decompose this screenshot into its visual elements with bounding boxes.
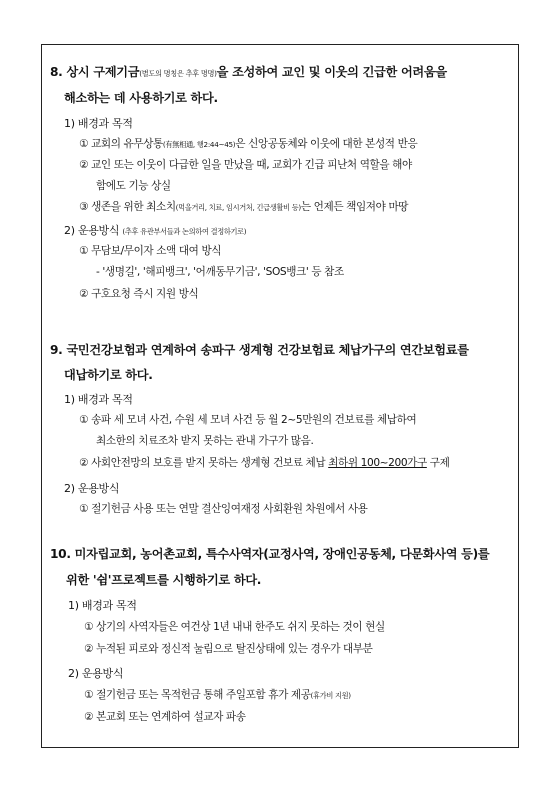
section-10-heading: 10. 미자립교회, 농어촌교회, 특수사역자(교정사역, 장애인공동체, 다문화사역 등)를 (50, 547, 490, 561)
section-8-op-item-1-sub: - '생명길', '해피뱅크', '어깨동무기금', 'SOS뱅크' 등 참조 (96, 266, 344, 278)
section-9-op-item-1: ① 절기헌금 사용 또는 연말 결산잉여재정 사회환원 차원에서 사용 (79, 503, 368, 515)
section-8-op-item-2: ② 구호요청 즉시 지원 방식 (79, 288, 199, 300)
section-10-bg-item-2: ② 누적된 피로와 정신적 눌림으로 탈진상태에 있는 경우가 대부분 (84, 643, 373, 655)
section-8-bg-item-1: ① 교회의 유무상통(有無相通, 행2:44~45)은 신앙공동체와 이웃에 대한 본성적 반응 (79, 138, 418, 150)
section-8-bg-title: 1) 배경과 목적 (64, 117, 133, 130)
section-10-bg-title: 1) 배경과 목적 (68, 599, 137, 612)
section-9-heading: 9. 국민건강보험과 연계하여 송파구 생계형 건강보험료 체납가구의 연간보험료를 (50, 343, 469, 357)
section-10-op-item-2: ② 본교회 또는 연계하여 설교자 파송 (84, 711, 246, 723)
section-8-heading: 8. 상시 구제기금(별도의 명칭은 추후 명명)을 조성하여 교인 및 이웃의 긴급한 어려움을 (50, 65, 447, 79)
section-9-bg-item-1: ① 송파 세 모녀 사건, 수원 세 모녀 사건 등 월 2~5만원의 건보료를 체납하여 (79, 414, 417, 426)
section-8-bg-item-3: ③ 생존을 위한 최소치(먹을거리, 치료, 임시거처, 긴급생활비 등)는 언제든 책임져야 마땅 (79, 201, 409, 213)
section-10-op-item-1: ① 절기헌금 또는 목적헌금 통해 주일포함 휴가 제공(휴가비 지원) (84, 689, 351, 701)
section-8-bg-item-2-cont: 함에도 기능 상실 (96, 180, 171, 192)
section-10-heading-cont: 위한 '쉼'프로젝트를 시행하기로 하다. (66, 573, 262, 587)
section-8-bg-item-2: ② 교인 또는 이웃이 다급한 일을 만났을 때, 교회가 긴급 피난처 역할을 해야 (79, 159, 412, 171)
section-9-bg-item-1-cont: 최소한의 치료조차 받지 못하는 관내 가구가 많음. (96, 435, 314, 447)
section-8-op-item-1: ① 무담보/무이자 소액 대여 방식 (79, 245, 222, 257)
section-9-bg-item-2: ② 사회안전망의 보호를 받지 못하는 생계형 건보료 체납 최하위 100~200가구 구제 (79, 457, 450, 469)
section-9-heading-cont: 대납하기로 하다. (64, 368, 153, 382)
section-9-bg-title: 1) 배경과 목적 (64, 393, 133, 406)
section-8-heading-cont: 해소하는 데 사용하기로 하다. (64, 91, 218, 105)
section-8-op-title: 2) 운용방식 (추후 유관부서들과 논의하여 결정하기로) (64, 224, 247, 237)
section-9-op-title: 2) 운용방식 (64, 482, 120, 495)
section-10-op-title: 2) 운용방식 (68, 667, 124, 680)
section-10-bg-item-1: ① 상기의 사역자들은 여건상 1년 내내 한주도 쉬지 못하는 것이 현실 (84, 621, 385, 633)
